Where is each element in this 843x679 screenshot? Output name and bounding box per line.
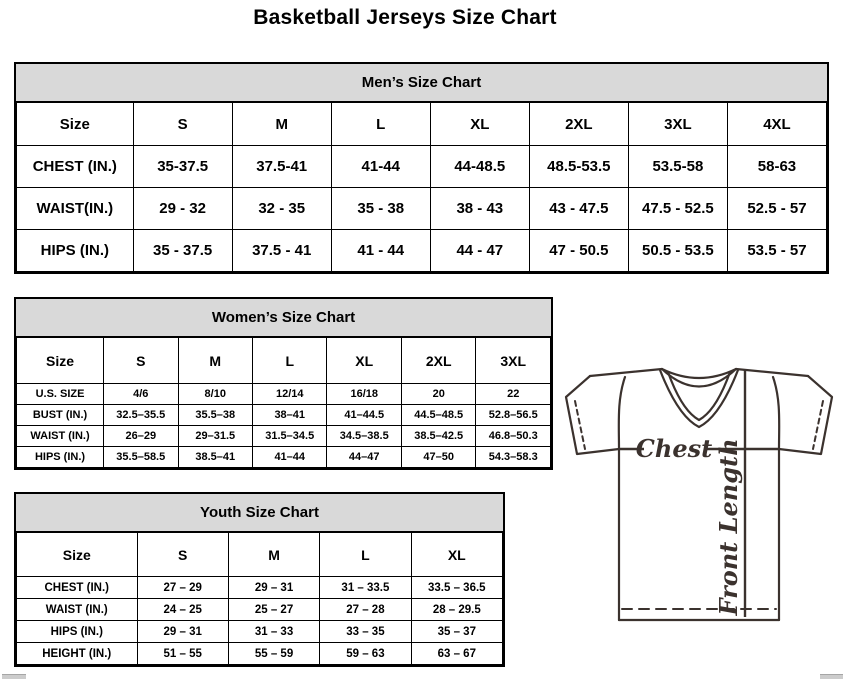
youth-measurement-value: 28 – 29.5	[411, 599, 502, 621]
men-size-column-header: XL	[430, 103, 529, 146]
women-size-column-header: 2XL	[401, 338, 475, 384]
women-measurement-value: 34.5–38.5	[327, 426, 401, 447]
youth-measurement-row	[17, 577, 503, 599]
men-size-column-header: M	[232, 103, 331, 146]
women-measurement-value: 16/18	[327, 384, 401, 405]
women-size-column-header: L	[253, 338, 327, 384]
women-measurement-value: 32.5–35.5	[104, 405, 178, 426]
men-measurement-value: 58-63	[727, 146, 826, 188]
women-measurement-value: 4/6	[104, 384, 178, 405]
youth-row-label: HEIGHT (IN.)	[17, 643, 138, 665]
mens-size-chart	[14, 62, 829, 274]
men-measurement-value: 32 - 35	[232, 188, 331, 230]
women-row-label: HIPS (IN.)	[17, 447, 104, 468]
men-size-column-header: S	[133, 103, 232, 146]
women-measurement-value: 41–44	[253, 447, 327, 468]
men-measurement-value: 35 - 38	[331, 188, 430, 230]
youth-measurement-value: 33 – 35	[320, 621, 411, 643]
women-measurement-row	[17, 447, 551, 468]
scrollbar-fragment-right[interactable]	[820, 674, 843, 679]
men-measurement-row	[17, 230, 827, 272]
men-measurement-value: 47 - 50.5	[529, 230, 628, 272]
chest-label: Chest	[635, 434, 713, 463]
women-row-label: WAIST (IN.)	[17, 426, 104, 447]
youth-row-label: CHEST (IN.)	[17, 577, 138, 599]
men-measurement-value: 52.5 - 57	[727, 188, 826, 230]
women-measurement-value: 29–31.5	[178, 426, 252, 447]
women-measurement-value: 35.5–58.5	[104, 447, 178, 468]
women-measurement-value: 26–29	[104, 426, 178, 447]
men-measurement-value: 35-37.5	[133, 146, 232, 188]
men-measurement-value: 53.5 - 57	[727, 230, 826, 272]
women-measurement-value: 44.5–48.5	[401, 405, 475, 426]
women-size-column-header: M	[178, 338, 252, 384]
youth-measurement-row	[17, 643, 503, 665]
men-measurement-value: 43 - 47.5	[529, 188, 628, 230]
youth-size-header-row	[17, 533, 503, 577]
men-size-header-row	[17, 103, 827, 146]
women-measurement-value: 31.5–34.5	[253, 426, 327, 447]
men-size-label-header: Size	[17, 103, 134, 146]
women-measurement-value: 12/14	[253, 384, 327, 405]
womens-chart-title: Women’s Size Chart	[16, 299, 551, 337]
youth-measurement-value: 63 – 67	[411, 643, 502, 665]
men-size-column-header: 4XL	[727, 103, 826, 146]
jersey-outline	[566, 369, 832, 620]
youth-measurement-value: 33.5 – 36.5	[411, 577, 502, 599]
women-measurement-value: 38.5–41	[178, 447, 252, 468]
youth-size-column-header: L	[320, 533, 411, 577]
youth-measurement-value: 24 – 25	[137, 599, 228, 621]
youth-measurement-value: 51 – 55	[137, 643, 228, 665]
youth-measurement-value: 59 – 63	[320, 643, 411, 665]
women-size-column-header: S	[104, 338, 178, 384]
youth-row-label: HIPS (IN.)	[17, 621, 138, 643]
women-size-column-header: 3XL	[476, 338, 551, 384]
women-measurement-value: 41–44.5	[327, 405, 401, 426]
right-sleeve-stitch-line	[813, 401, 823, 449]
men-measurement-value: 41-44	[331, 146, 430, 188]
women-measurement-value: 46.8–50.3	[476, 426, 551, 447]
women-measurement-value: 22	[476, 384, 551, 405]
men-measurement-value: 37.5 - 41	[232, 230, 331, 272]
jersey-measurement-diagram	[563, 362, 843, 628]
men-measurement-value: 48.5-53.5	[529, 146, 628, 188]
youth-measurement-value: 31 – 33	[228, 621, 319, 643]
men-measurement-value: 37.5-41	[232, 146, 331, 188]
men-measurement-row	[17, 146, 827, 188]
men-size-column-header: 3XL	[628, 103, 727, 146]
youth-measurement-value: 55 – 59	[228, 643, 319, 665]
women-size-header-row	[17, 338, 551, 384]
women-measurement-row	[17, 384, 551, 405]
women-measurement-value: 8/10	[178, 384, 252, 405]
women-size-table	[16, 337, 551, 468]
women-measurement-value: 52.8–56.5	[476, 405, 551, 426]
scrollbar-fragment-left[interactable]	[2, 674, 26, 679]
men-measurement-value: 50.5 - 53.5	[628, 230, 727, 272]
women-measurement-row	[17, 405, 551, 426]
youth-measurement-value: 29 – 31	[228, 577, 319, 599]
page-title: Basketball Jerseys Size Chart	[253, 6, 557, 29]
youth-measurement-row	[17, 599, 503, 621]
womens-size-chart	[14, 297, 553, 470]
men-size-column-header: L	[331, 103, 430, 146]
women-measurement-row	[17, 426, 551, 447]
men-row-label: CHEST (IN.)	[17, 146, 134, 188]
youth-measurement-value: 25 – 27	[228, 599, 319, 621]
women-size-column-header: XL	[327, 338, 401, 384]
youth-size-column-header: M	[228, 533, 319, 577]
men-measurement-value: 53.5-58	[628, 146, 727, 188]
women-measurement-value: 44–47	[327, 447, 401, 468]
jersey-stitch-lines	[575, 401, 823, 609]
women-size-label-header: Size	[17, 338, 104, 384]
men-measurement-value: 35 - 37.5	[133, 230, 232, 272]
front-length-label: Front Length	[714, 438, 743, 616]
women-measurement-value: 47–50	[401, 447, 475, 468]
youth-measurement-row	[17, 621, 503, 643]
youth-measurement-value: 31 – 33.5	[320, 577, 411, 599]
women-measurement-value: 38.5–42.5	[401, 426, 475, 447]
measurement-lines	[620, 369, 779, 617]
men-row-label: HIPS (IN.)	[17, 230, 134, 272]
men-measurement-value: 29 - 32	[133, 188, 232, 230]
men-measurement-value: 44 - 47	[430, 230, 529, 272]
women-row-label: BUST (IN.)	[17, 405, 104, 426]
youth-size-label-header: Size	[17, 533, 138, 577]
youth-size-table	[16, 532, 503, 665]
men-measurement-value: 38 - 43	[430, 188, 529, 230]
men-measurement-value: 47.5 - 52.5	[628, 188, 727, 230]
left-sleeve-stitch-line	[575, 401, 585, 449]
women-measurement-value: 20	[401, 384, 475, 405]
youth-size-column-header: XL	[411, 533, 502, 577]
youth-row-label: WAIST (IN.)	[17, 599, 138, 621]
men-measurement-value: 41 - 44	[331, 230, 430, 272]
youth-size-column-header: S	[137, 533, 228, 577]
men-row-label: WAIST(IN.)	[17, 188, 134, 230]
men-size-column-header: 2XL	[529, 103, 628, 146]
youth-measurement-value: 29 – 31	[137, 621, 228, 643]
women-measurement-value: 38–41	[253, 405, 327, 426]
youth-measurement-value: 27 – 28	[320, 599, 411, 621]
youth-measurement-value: 35 – 37	[411, 621, 502, 643]
men-size-table	[16, 102, 827, 272]
youth-measurement-value: 27 – 29	[137, 577, 228, 599]
youth-chart-title: Youth Size Chart	[16, 494, 503, 532]
youth-size-chart	[14, 492, 505, 667]
men-measurement-value: 44-48.5	[430, 146, 529, 188]
women-row-label: U.S. SIZE	[17, 384, 104, 405]
mens-chart-title: Men’s Size Chart	[16, 64, 827, 102]
women-measurement-value: 35.5–38	[178, 405, 252, 426]
men-measurement-row	[17, 188, 827, 230]
women-measurement-value: 54.3–58.3	[476, 447, 551, 468]
